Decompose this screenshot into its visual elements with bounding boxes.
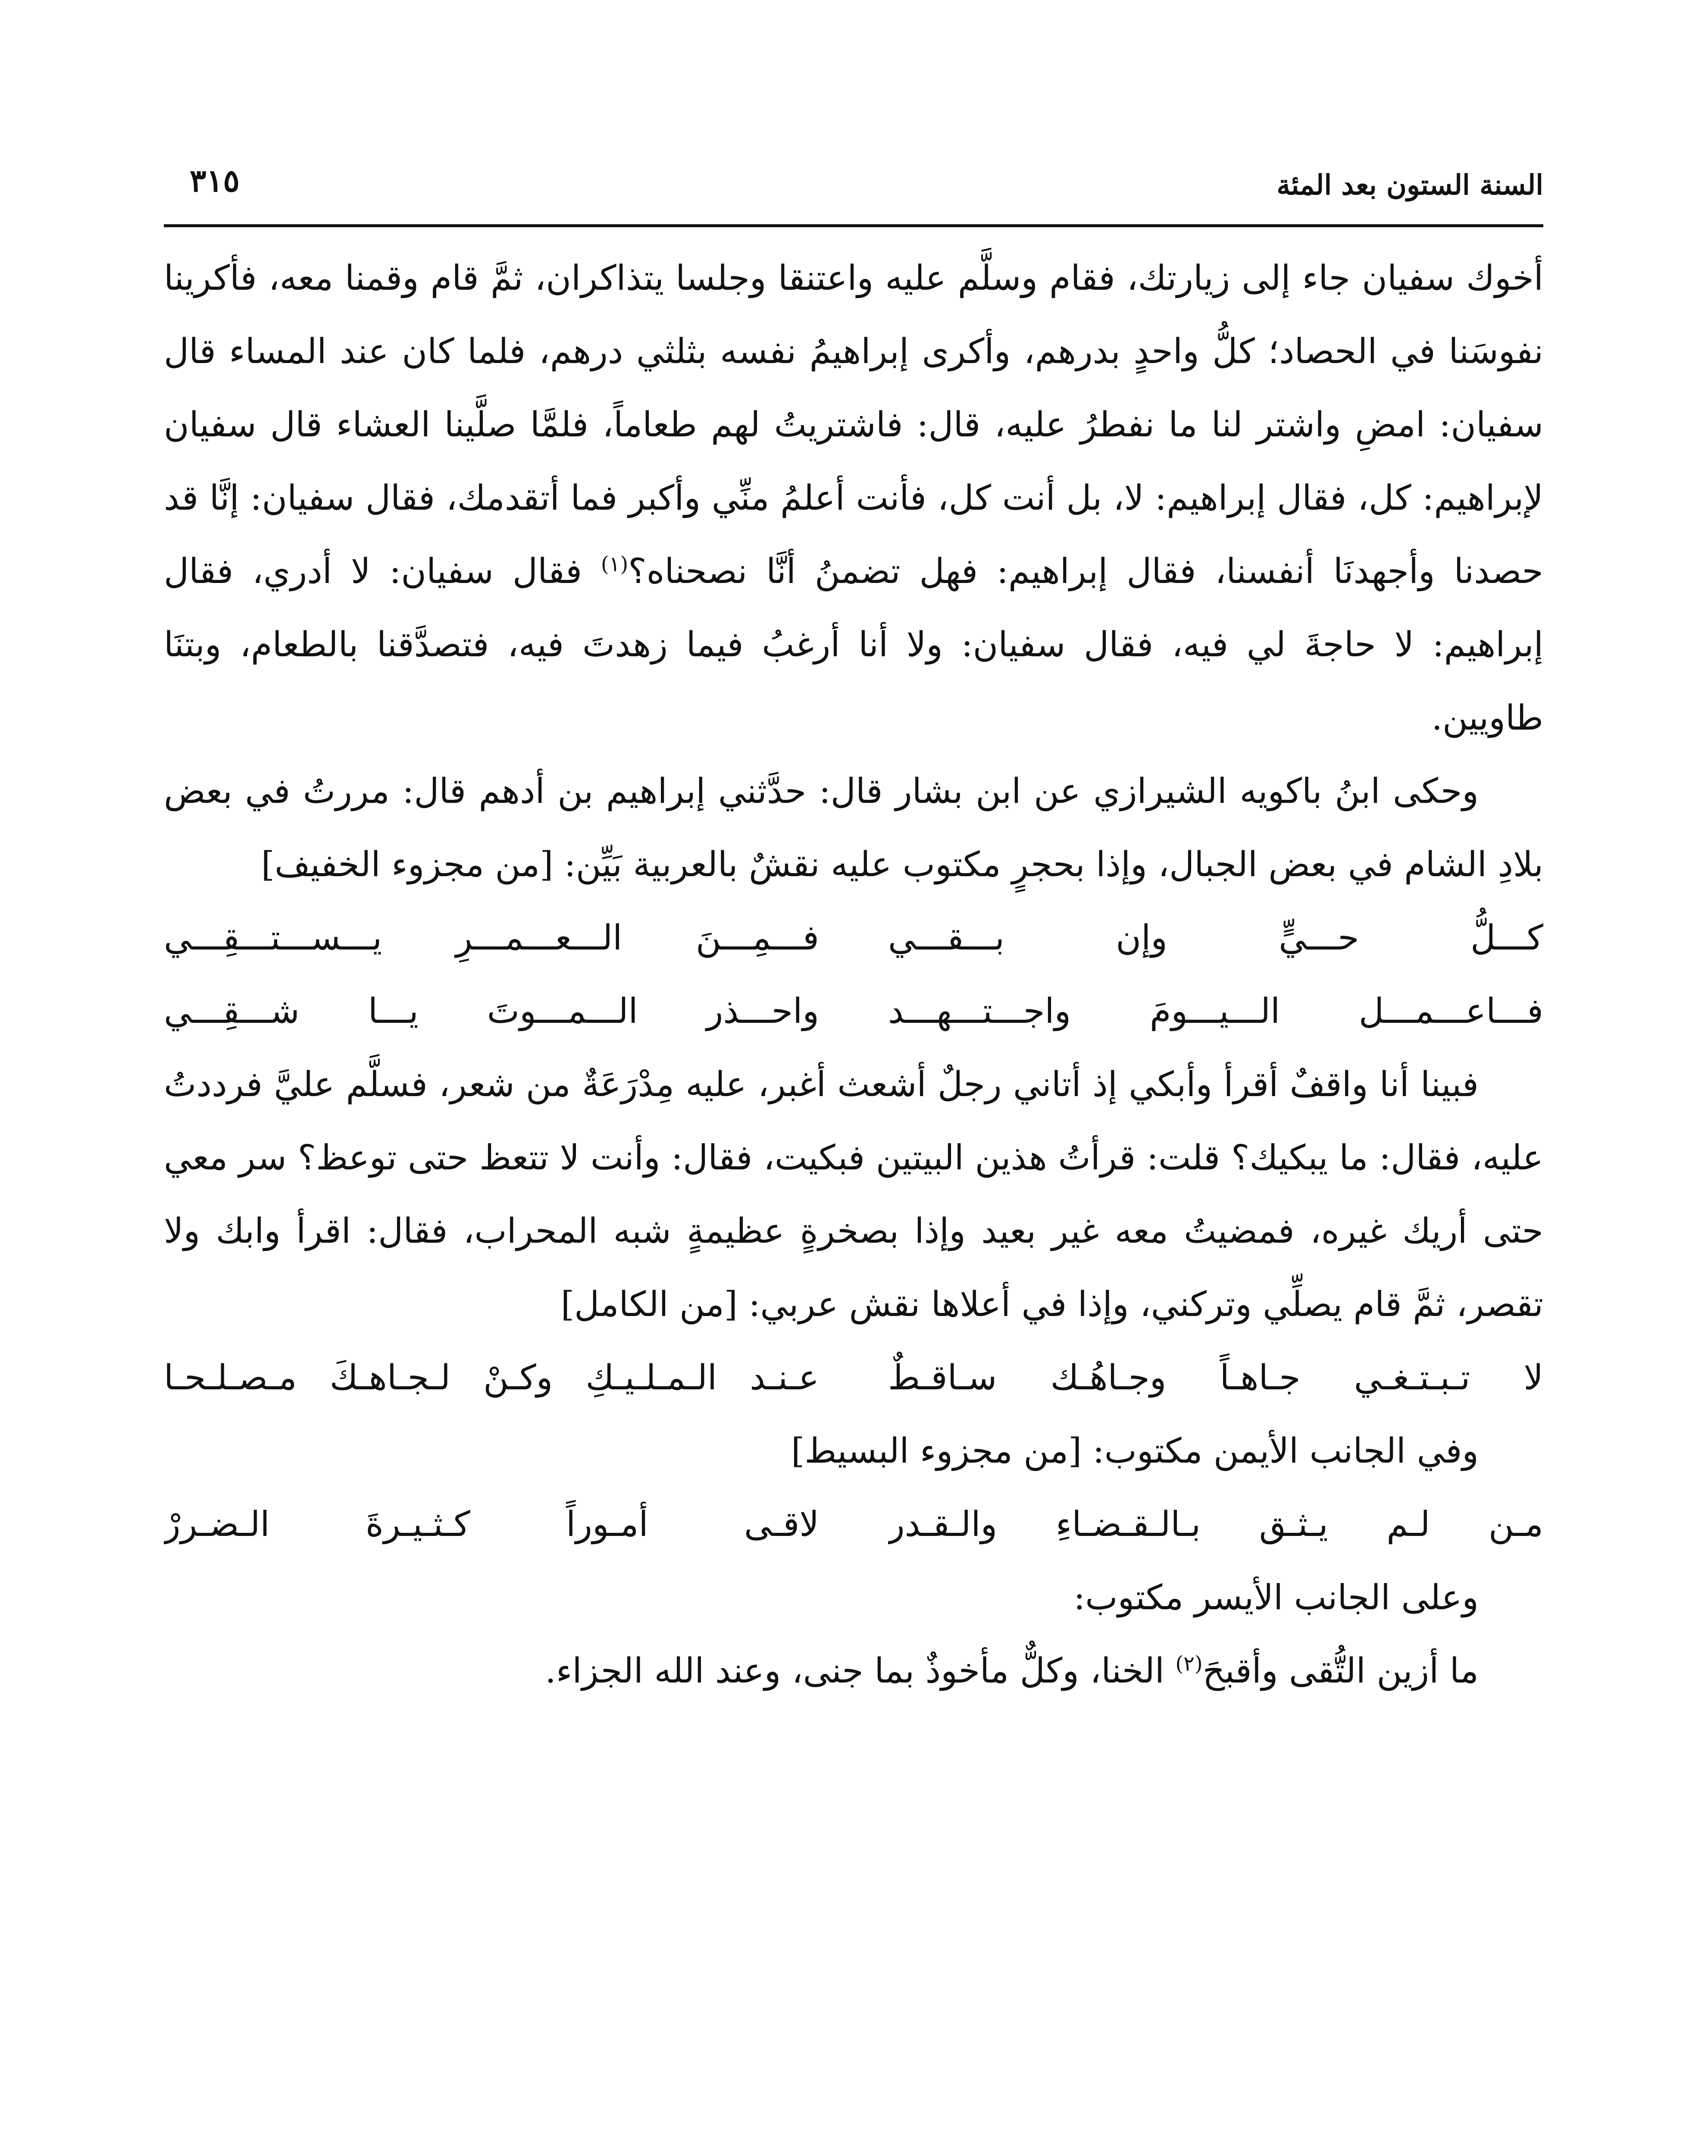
page-header [164,142,1543,207]
paragraph-6-text: ما أزين التُّقى وأقبحَ [1202,1651,1479,1691]
paragraph-4: وفي الجانب الأيمن مكتوب: [من مجزوء البسيط] [791,1431,1479,1471]
verse-2-first-hemistich: فـــاعـــمـــل الـــيـــومَ واجـــتـــهـــد [888,991,1543,1031]
verse-3-second-hemistich: عـنـد الـمـلـيـكِ وكـنْ لـجـاهـكَ مـصـلـحـا [164,1357,819,1398]
paragraph-1-text: أخوك سفيان جاء إلى زيارتك، فقام وسلَّم عليه واعتنقا وجلسا يتذاكران، ثمَّ قام وقمنا معه، فأكرينا نفوسَنا في الحصاد؛ كلُّ واحدٍ بدرهم، وأكرى إبراهيمُ نفسه بثلثي درهم، فلما كان عند المساء قال سفيان: امضِ واشتر لنا ما نفطرُ عليه، قال: فاشتريتُ لهم طعاماً، فلمَّا صلَّينا العشاء قال سفيان لإبراهيم: كل، فقال إبراهيم: لا، بل أنت كل، فأنت أعلمُ منِّي وأكبر فما أتقدمك، فقال سفيان: إنَّا قد حصدنا وأجهدنَا أنفسنا، فقال إبراهيم: فهل تضمنُ أنَّا نصحناه؟ [164,258,1543,591]
verse-1-second-hemistich: فـــمِـــنَ الـــعـــمـــرِ يـــســـتـــقِـــي [164,918,819,958]
verse-2 [164,975,1543,1048]
paragraph-6 [164,1634,1543,1708]
paragraph-6-tail: الخنا، وكلٌّ مأخوذٌ بما جنى، وعند الله الجزاء. [545,1651,1176,1691]
book-page [164,142,1543,2156]
header-rule [164,224,1543,227]
paragraph-1 [164,241,1543,755]
verse-4-second-hemistich: لاقـى أمـوراً كـثـيـرةَ الـضـررْ [164,1504,819,1544]
page-number: ٣١٥ [190,162,240,199]
verse-1 [164,901,1543,975]
verse-3 [164,1341,1543,1414]
verse-4-first-hemistich: مـن لـم يـثـق بـالـقـضـاءِ والـقـدر [888,1504,1543,1544]
verse-1-first-hemistich: كـــلُّ حـــيٍّ وإن بـــقـــي [888,918,1543,958]
running-title: السنة الستون بعد المئة [1276,169,1543,201]
verse-3-first-hemistich: لا تـبـتـغـي جـاهـاً وجـاهُـك سـاقـطٌ [888,1357,1543,1398]
paragraph-5: وعلى الجانب الأيسر مكتوب: [1073,1577,1479,1617]
paragraph-1-tail: فقال سفيان: لا أدري، فقال إبراهيم: لا حاجةَ لي فيه، فقال سفيان: ولا أنا أرغبُ فيما زهدتَ فيه، فتصدَّقنا بالطعام، وبتنَا طاويين. [164,551,1544,738]
footnote-ref-1: (١) [601,552,629,577]
paragraph-2: وحكى ابنُ باكويه الشيرازي عن ابن بشار قال: حدَّثني إبراهيم بن أدهم قال: مررتُ في بعض بلادِ الشام في بعض الجبال، وإذا بحجرٍ مكتوب عليه نقشٌ بالعربية بَيِّن: [من مجزوء الخفيف] [164,771,1543,884]
paragraph-3: فبينا أنا واقفٌ أقرأ وأبكي إذ أتاني رجلٌ أشعث أغبر، عليه مِدْرَعَةٌ من شعر، فسلَّم عليَّ فرددتُ عليه، فقال: ما يبكيك؟ قلت: قرأتُ هذين البيتين فبكيت، فقال: وأنت لا تتعظ حتى توعظ؟ سر معي حتى أريك غيره، فمضيتُ معه غير بعيد وإذا بصخرةٍ عظيمةٍ شبه المحراب، فقال: اقرأ وابك ولا تقصر، ثمَّ قام يصلِّي وتركني، وإذا في أعلاها نقش عربي: [من الكامل] [164,1064,1543,1324]
main-text [164,241,1543,1708]
footnote-ref-2: (٢) [1175,1651,1203,1676]
verse-4 [164,1488,1543,1561]
verse-2-second-hemistich: واحـــذر الـــمـــوتَ يـــا شـــقِـــي [164,991,819,1031]
